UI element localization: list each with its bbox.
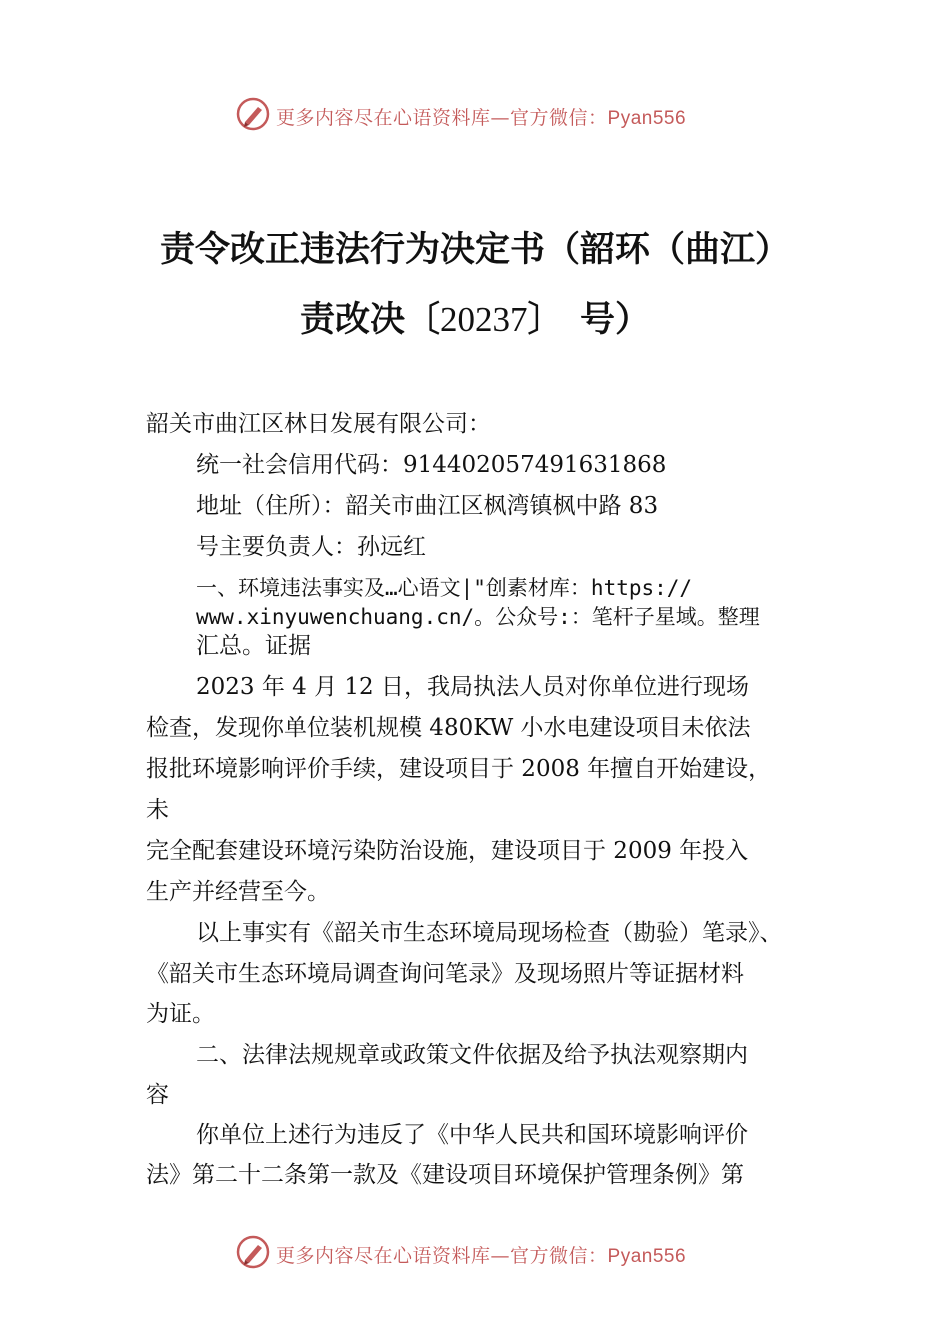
principal-line: 号主要负责人：孙远红 [196,534,426,560]
document-number: 责改决〔20237〕 号） [299,299,651,340]
address-line: 地址（住所）：韶关市曲江区枫湾镇枫中路 83 [196,493,659,519]
pen-logo-icon [236,1235,270,1269]
header-banner [0,95,950,135]
banner-wechat-id: Pyan556 [607,108,687,129]
para2-line: 为证。 [146,1001,215,1027]
para2-line: 《韶关市生态环境局调查询问笔录》及现场照片等证据材料 [146,961,744,987]
recipient-line: 韶关市曲江区林日发展有限公司： [146,411,491,437]
para3-line: 你单位上述行为违反了《中华人民共和国环境影响评价 [196,1122,748,1148]
para2-line: 以上事实有《韶关市生态环境局现场检查（勘验）笔录》、 [196,920,783,946]
section2-heading: 二、法律法规规章或政策文件依据及给予执法观察期内 [196,1042,748,1068]
section1-heading-end: 汇总。证据 [196,633,311,659]
banner-text: 更多内容尽在心语资料库—官方微信：Pyan556 [276,1245,687,1267]
para3-line: 法》第二十二条第一款及《建设项目环境保护管理条例》第 [146,1162,744,1188]
section1-heading-cont: www.xinyuwenchuang.cn/。公众号:：笔杆子星域。整理 [196,605,760,629]
section2-heading-cont: 容 [146,1082,169,1108]
banner-text: 更多内容尽在心语资料库—官方微信：Pyan556 [276,107,687,129]
para1-line: 未 [146,797,169,823]
para1-line: 完全配套建设环境污染防治设施，建设项目于 2009 年投入 [146,838,749,864]
para1-line: 生产并经营至今。 [146,879,330,905]
document-title: 责令改正违法行为决定书（韶环（曲江） [159,229,790,270]
pen-logo-icon [236,97,270,131]
para1-line: 报批环境影响评价手续，建设项目于 2008 年擅自开始建设， [146,756,772,782]
footer-banner [0,1233,950,1273]
para1-line: 2023 年 4 月 12 日，我局执法人员对你单位进行现场 [196,674,749,700]
section1-heading: 一、环境违法事实及…心语文|"创素材库：https:// [196,576,693,600]
banner-wechat-id: Pyan556 [607,1246,687,1267]
credit-code-line: 统一社会信用代码：914402057491631868 [196,452,667,478]
para1-line: 检查，发现你单位装机规模 480KW 小水电建设项目未依法 [146,715,751,741]
